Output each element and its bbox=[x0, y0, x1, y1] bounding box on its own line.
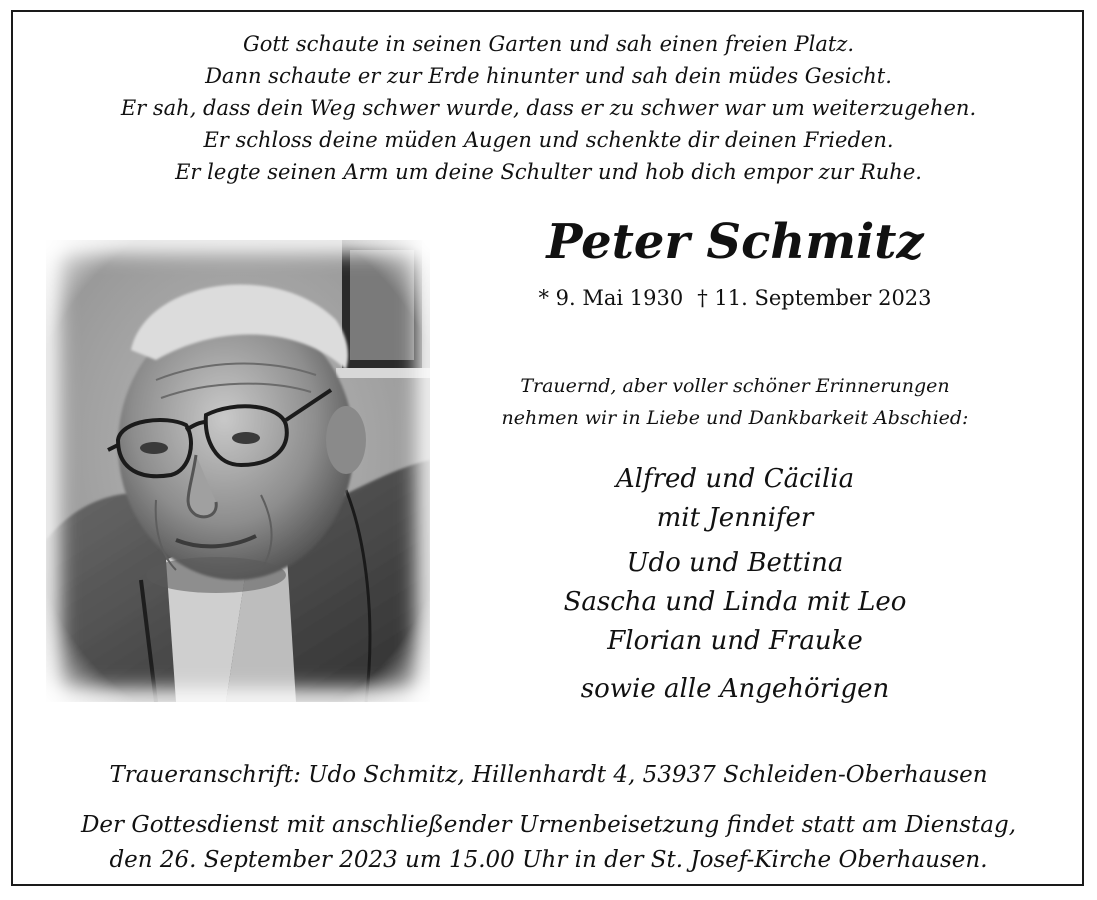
poem bbox=[20, 28, 1077, 188]
death-date: † 11. September 2023 bbox=[697, 286, 932, 310]
poem-line: Gott schaute in seinen Garten und sah einen freien Platz. bbox=[242, 32, 855, 56]
intro-line: nehmen wir in Liebe und Dankbarkeit Abschied: bbox=[501, 407, 969, 429]
poem-line: Er schloss deine müden Augen und schenkte dir deinen Frieden. bbox=[203, 128, 894, 152]
mourner-line: Udo und Bettina bbox=[626, 548, 844, 578]
mourner-line: Sascha und Linda mit Leo bbox=[563, 587, 907, 617]
mourner-line: sowie alle Angehörigen bbox=[580, 674, 890, 704]
mourners-list bbox=[440, 460, 1030, 709]
service-line: Der Gottesdienst mit anschließender Urnenbeisetzung findet statt am Dienstag, bbox=[80, 812, 1016, 838]
mourner-line: Alfred und Cäcilia bbox=[615, 464, 855, 494]
deceased-name: Peter Schmitz bbox=[546, 214, 924, 270]
birth-date: * 9. Mai 1930 bbox=[538, 286, 684, 310]
poem-line: Er sah, dass dein Weg schwer wurde, dass er zu schwer war um weiterzugehen. bbox=[120, 96, 977, 120]
portrait-photo bbox=[46, 240, 430, 702]
service-line: den 26. September 2023 um 15.00 Uhr in der St. Josef-Kirche Oberhausen. bbox=[109, 847, 988, 873]
farewell-intro bbox=[440, 370, 1030, 434]
condolence-address: Traueranschrift: Udo Schmitz, Hillenhardt 4, 53937 Schleiden-Oberhausen bbox=[109, 762, 988, 788]
poem-line: Er legte seinen Arm um deine Schulter und hob dich empor zur Ruhe. bbox=[175, 160, 922, 184]
poem-line: Dann schaute er zur Erde hinunter und sah dein müdes Gesicht. bbox=[205, 64, 892, 88]
life-dates bbox=[440, 283, 1030, 313]
mourner-line: Florian und Frauke bbox=[607, 626, 863, 656]
intro-line: Trauernd, aber voller schöner Erinnerungen bbox=[520, 375, 950, 397]
mourner-line: mit Jennifer bbox=[656, 503, 814, 533]
service-info bbox=[20, 808, 1077, 878]
